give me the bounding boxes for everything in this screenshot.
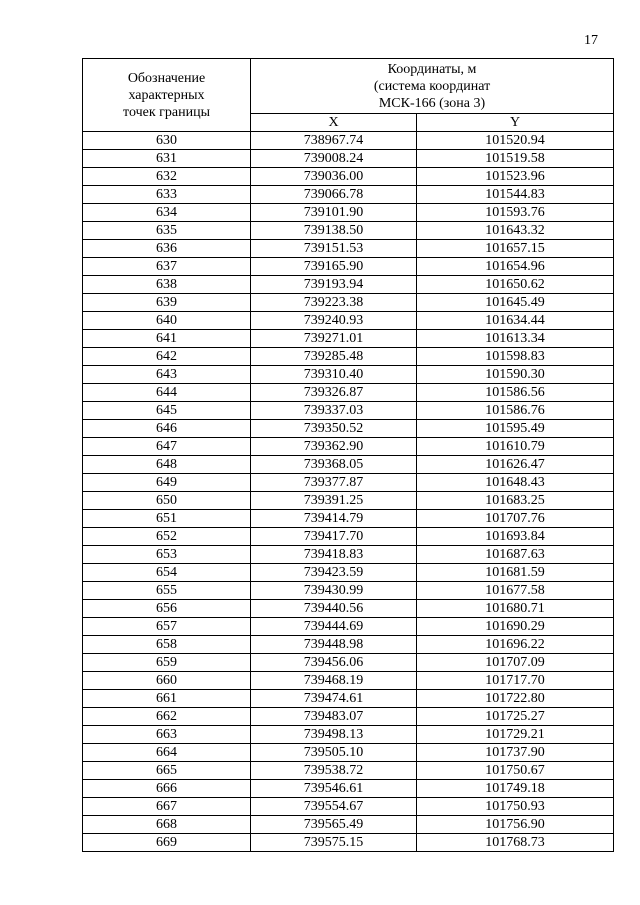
x-cell: 739483.07 xyxy=(251,708,417,726)
point-cell: 644 xyxy=(83,384,251,402)
x-cell: 739138.50 xyxy=(251,222,417,240)
table-row xyxy=(83,654,614,672)
x-cell: 739151.53 xyxy=(251,240,417,258)
x-cell: 739575.15 xyxy=(251,834,417,852)
table-row xyxy=(83,690,614,708)
y-cell: 101756.90 xyxy=(417,816,614,834)
point-cell: 638 xyxy=(83,276,251,294)
point-cell: 668 xyxy=(83,816,251,834)
y-cell: 101523.96 xyxy=(417,168,614,186)
table-row xyxy=(83,438,614,456)
table-row xyxy=(83,672,614,690)
point-cell: 639 xyxy=(83,294,251,312)
table-row xyxy=(83,546,614,564)
table-row xyxy=(83,744,614,762)
y-cell: 101725.27 xyxy=(417,708,614,726)
point-header-line: точек границы xyxy=(123,104,210,120)
x-cell: 739223.38 xyxy=(251,294,417,312)
coordinates-header xyxy=(251,59,614,114)
table-row xyxy=(83,204,614,222)
table-row xyxy=(83,600,614,618)
point-cell: 633 xyxy=(83,186,251,204)
y-cell: 101696.22 xyxy=(417,636,614,654)
y-cell: 101593.76 xyxy=(417,204,614,222)
y-cell: 101610.79 xyxy=(417,438,614,456)
table-row xyxy=(83,150,614,168)
point-cell: 661 xyxy=(83,690,251,708)
point-cell: 655 xyxy=(83,582,251,600)
y-cell: 101645.49 xyxy=(417,294,614,312)
table-row xyxy=(83,168,614,186)
point-cell: 664 xyxy=(83,744,251,762)
y-cell: 101643.32 xyxy=(417,222,614,240)
x-cell: 739285.48 xyxy=(251,348,417,366)
x-cell: 739350.52 xyxy=(251,420,417,438)
table-row xyxy=(83,240,614,258)
point-cell: 650 xyxy=(83,492,251,510)
x-cell: 739444.69 xyxy=(251,618,417,636)
table-row xyxy=(83,582,614,600)
point-cell: 642 xyxy=(83,348,251,366)
x-cell: 739066.78 xyxy=(251,186,417,204)
table-row xyxy=(83,420,614,438)
point-cell: 645 xyxy=(83,402,251,420)
coords-header-line: МСК-166 (зона 3) xyxy=(378,95,486,111)
x-cell: 739271.01 xyxy=(251,330,417,348)
point-cell: 632 xyxy=(83,168,251,186)
x-cell: 739240.93 xyxy=(251,312,417,330)
x-cell: 739418.83 xyxy=(251,546,417,564)
x-cell: 739538.72 xyxy=(251,762,417,780)
point-cell: 647 xyxy=(83,438,251,456)
y-cell: 101520.94 xyxy=(417,132,614,150)
y-cell: 101598.83 xyxy=(417,348,614,366)
y-cell: 101586.76 xyxy=(417,402,614,420)
y-cell: 101677.58 xyxy=(417,582,614,600)
table-body xyxy=(83,132,614,852)
table-row xyxy=(83,222,614,240)
x-cell: 739337.03 xyxy=(251,402,417,420)
x-cell: 739414.79 xyxy=(251,510,417,528)
table-row xyxy=(83,348,614,366)
x-cell: 739193.94 xyxy=(251,276,417,294)
point-cell: 646 xyxy=(83,420,251,438)
table-row xyxy=(83,474,614,492)
point-cell: 665 xyxy=(83,762,251,780)
table-row xyxy=(83,456,614,474)
table-row xyxy=(83,258,614,276)
point-cell: 662 xyxy=(83,708,251,726)
table-row xyxy=(83,636,614,654)
point-cell: 637 xyxy=(83,258,251,276)
point-cell: 631 xyxy=(83,150,251,168)
y-cell: 101717.70 xyxy=(417,672,614,690)
point-cell: 652 xyxy=(83,528,251,546)
y-cell: 101750.93 xyxy=(417,798,614,816)
table-row xyxy=(83,816,614,834)
table-row xyxy=(83,366,614,384)
table-row xyxy=(83,186,614,204)
y-cell: 101749.18 xyxy=(417,780,614,798)
x-cell: 739417.70 xyxy=(251,528,417,546)
point-cell: 654 xyxy=(83,564,251,582)
table-row xyxy=(83,402,614,420)
table-row xyxy=(83,510,614,528)
point-designation-header xyxy=(83,59,251,132)
table-header xyxy=(83,59,614,132)
point-cell: 630 xyxy=(83,132,251,150)
x-cell: 739440.56 xyxy=(251,600,417,618)
point-cell: 651 xyxy=(83,510,251,528)
point-header-line: характерных xyxy=(128,87,205,103)
y-cell: 101648.43 xyxy=(417,474,614,492)
x-cell: 739505.10 xyxy=(251,744,417,762)
x-cell: 739008.24 xyxy=(251,150,417,168)
x-cell: 739474.61 xyxy=(251,690,417,708)
y-cell: 101681.59 xyxy=(417,564,614,582)
point-cell: 634 xyxy=(83,204,251,222)
y-cell: 101544.83 xyxy=(417,186,614,204)
x-cell: 739326.87 xyxy=(251,384,417,402)
table-row xyxy=(83,132,614,150)
table-row xyxy=(83,492,614,510)
y-cell: 101693.84 xyxy=(417,528,614,546)
x-cell: 739468.19 xyxy=(251,672,417,690)
x-cell: 739165.90 xyxy=(251,258,417,276)
y-cell: 101729.21 xyxy=(417,726,614,744)
y-cell: 101613.34 xyxy=(417,330,614,348)
point-cell: 635 xyxy=(83,222,251,240)
point-cell: 656 xyxy=(83,600,251,618)
y-cell: 101722.80 xyxy=(417,690,614,708)
table-row xyxy=(83,276,614,294)
point-cell: 643 xyxy=(83,366,251,384)
y-column-header: Y xyxy=(417,114,614,132)
y-cell: 101654.96 xyxy=(417,258,614,276)
y-cell: 101519.58 xyxy=(417,150,614,168)
x-cell: 739368.05 xyxy=(251,456,417,474)
y-cell: 101707.09 xyxy=(417,654,614,672)
table-row xyxy=(83,618,614,636)
y-cell: 101750.67 xyxy=(417,762,614,780)
table-row xyxy=(83,762,614,780)
x-cell: 739310.40 xyxy=(251,366,417,384)
table-row xyxy=(83,528,614,546)
x-column-header: X xyxy=(251,114,417,132)
x-cell: 739391.25 xyxy=(251,492,417,510)
point-cell: 648 xyxy=(83,456,251,474)
table-row xyxy=(83,780,614,798)
point-cell: 666 xyxy=(83,780,251,798)
y-cell: 101687.63 xyxy=(417,546,614,564)
x-cell: 739448.98 xyxy=(251,636,417,654)
table-row xyxy=(83,294,614,312)
point-cell: 658 xyxy=(83,636,251,654)
y-cell: 101707.76 xyxy=(417,510,614,528)
x-cell: 739377.87 xyxy=(251,474,417,492)
table-row xyxy=(83,312,614,330)
y-cell: 101586.56 xyxy=(417,384,614,402)
table-row xyxy=(83,798,614,816)
table-row xyxy=(83,564,614,582)
x-cell: 739554.67 xyxy=(251,798,417,816)
y-cell: 101737.90 xyxy=(417,744,614,762)
point-cell: 636 xyxy=(83,240,251,258)
x-cell: 739036.00 xyxy=(251,168,417,186)
y-cell: 101634.44 xyxy=(417,312,614,330)
x-cell: 739430.99 xyxy=(251,582,417,600)
y-cell: 101595.49 xyxy=(417,420,614,438)
page-number: 17 xyxy=(584,33,598,48)
y-cell: 101768.73 xyxy=(417,834,614,852)
point-cell: 653 xyxy=(83,546,251,564)
coords-header-line: Координаты, м xyxy=(387,61,477,77)
y-cell: 101683.25 xyxy=(417,492,614,510)
x-cell: 739362.90 xyxy=(251,438,417,456)
x-cell: 739498.13 xyxy=(251,726,417,744)
point-cell: 641 xyxy=(83,330,251,348)
y-cell: 101590.30 xyxy=(417,366,614,384)
x-cell: 739101.90 xyxy=(251,204,417,222)
table-row xyxy=(83,726,614,744)
x-cell: 739565.49 xyxy=(251,816,417,834)
x-cell: 739456.06 xyxy=(251,654,417,672)
y-cell: 101690.29 xyxy=(417,618,614,636)
table-row xyxy=(83,330,614,348)
point-cell: 660 xyxy=(83,672,251,690)
point-cell: 649 xyxy=(83,474,251,492)
point-cell: 669 xyxy=(83,834,251,852)
point-cell: 659 xyxy=(83,654,251,672)
table-row xyxy=(83,834,614,852)
table-row xyxy=(83,708,614,726)
y-cell: 101657.15 xyxy=(417,240,614,258)
point-cell: 663 xyxy=(83,726,251,744)
x-cell: 739423.59 xyxy=(251,564,417,582)
point-cell: 667 xyxy=(83,798,251,816)
x-cell: 739546.61 xyxy=(251,780,417,798)
y-cell: 101680.71 xyxy=(417,600,614,618)
point-cell: 657 xyxy=(83,618,251,636)
coords-header-line: (система координат xyxy=(373,78,491,94)
point-header-line: Обозначение xyxy=(127,70,206,86)
coordinates-table xyxy=(82,58,614,852)
y-cell: 101650.62 xyxy=(417,276,614,294)
table-row xyxy=(83,384,614,402)
point-cell: 640 xyxy=(83,312,251,330)
y-cell: 101626.47 xyxy=(417,456,614,474)
x-cell: 738967.74 xyxy=(251,132,417,150)
